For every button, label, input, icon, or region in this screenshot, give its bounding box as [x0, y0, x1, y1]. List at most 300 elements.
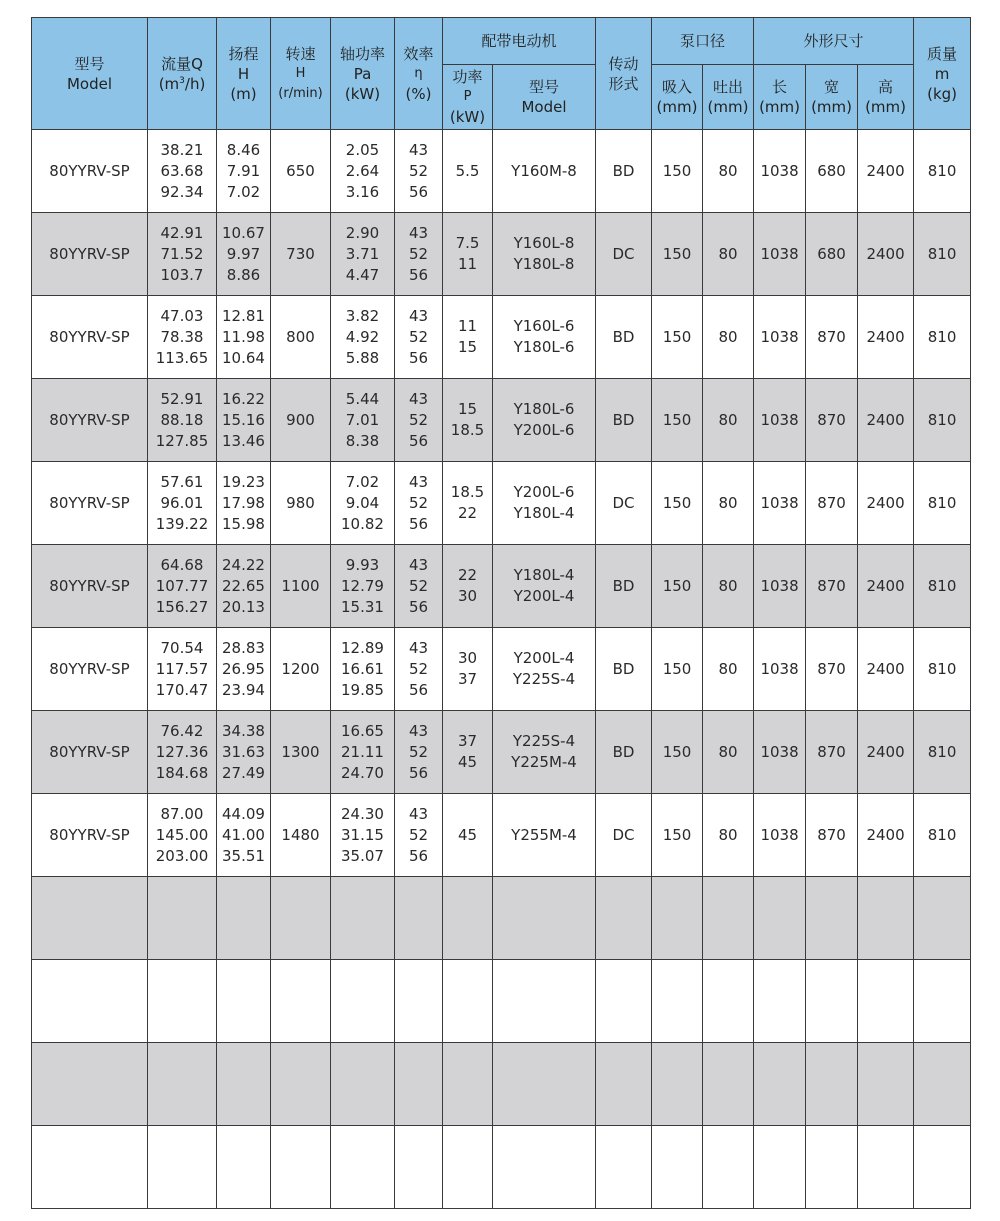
cell-flow-line: 47.03 — [160, 306, 204, 325]
cell-motor-model — [493, 545, 596, 628]
cell-length: 1038 — [754, 794, 806, 877]
empty-cell — [754, 1043, 806, 1126]
cell-width: 680 — [806, 130, 858, 213]
cell-model: 80YYRV-SP — [32, 130, 148, 213]
empty-cell — [217, 1126, 271, 1209]
cell-motor-model-line: Y180L-4 — [513, 566, 575, 584]
cell-motor-model-line: Y200L-4 — [513, 649, 575, 667]
cell-efficiency-line: 56 — [408, 680, 429, 699]
empty-cell — [271, 877, 331, 960]
cell-width: 870 — [806, 296, 858, 379]
empty-cell — [914, 1126, 971, 1209]
cell-motor-model-line: Y180L-6 — [513, 400, 575, 418]
empty-cell — [806, 1043, 858, 1126]
cell-motor-power — [443, 628, 493, 711]
empty-cell — [217, 877, 271, 960]
cell-head-line: 24.22 — [222, 555, 265, 574]
empty-cell — [652, 960, 703, 1043]
cell-height: 2400 — [858, 545, 914, 628]
cell-efficiency-line: 56 — [408, 597, 429, 616]
cell-shaft-power — [331, 379, 395, 462]
table-row — [32, 130, 971, 213]
cell-shaft-power-line: 5.44 — [345, 389, 380, 408]
header-mass: 质量 m (kg) — [914, 18, 971, 130]
cell-head — [217, 213, 271, 296]
cell-shaft-power — [331, 130, 395, 213]
cell-motor-model — [493, 130, 596, 213]
cell-motor-model-line: Y160L-6 — [513, 317, 575, 335]
cell-flow — [148, 545, 217, 628]
cell-motor-power-line: 18.5 — [450, 483, 485, 501]
empty-cell — [858, 960, 914, 1043]
cell-motor-power-line: 11 — [457, 255, 478, 273]
cell-shaft-power — [331, 711, 395, 794]
cell-drive: BD — [596, 545, 652, 628]
cell-shaft-power-line: 5.88 — [345, 348, 380, 367]
cell-flow-line: 63.68 — [160, 161, 204, 180]
cell-flow-line: 78.38 — [160, 327, 204, 346]
empty-cell — [914, 877, 971, 960]
cell-flow-line: 203.00 — [155, 846, 209, 865]
cell-width: 870 — [806, 462, 858, 545]
cell-efficiency — [395, 130, 443, 213]
empty-cell — [493, 960, 596, 1043]
empty-cell — [754, 877, 806, 960]
empty-cell — [395, 877, 443, 960]
cell-head — [217, 545, 271, 628]
cell-flow-line: 87.00 — [160, 804, 204, 823]
cell-efficiency-line: 52 — [408, 493, 429, 512]
cell-head-line: 8.46 — [226, 140, 261, 159]
cell-motor-power — [443, 711, 493, 794]
cell-shaft-power — [331, 462, 395, 545]
empty-row — [32, 960, 971, 1043]
header-motor-model: 型号 Model — [493, 65, 596, 130]
empty-cell — [914, 1043, 971, 1126]
cell-efficiency-line: 56 — [408, 431, 429, 450]
cell-width: 870 — [806, 794, 858, 877]
cell-flow-line: 64.68 — [160, 555, 204, 574]
cell-motor-model-line: Y180L-6 — [513, 338, 575, 356]
cell-drive: BD — [596, 130, 652, 213]
empty-cell — [493, 877, 596, 960]
empty-cell — [217, 960, 271, 1043]
cell-drive: BD — [596, 628, 652, 711]
cell-shaft-power-line: 7.01 — [345, 410, 380, 429]
cell-motor-model-line: Y180L-4 — [513, 504, 575, 522]
cell-shaft-power-line: 24.30 — [341, 804, 384, 823]
header-height: 高 (mm) — [858, 65, 914, 130]
cell-shaft-power-line: 35.07 — [341, 846, 384, 865]
cell-flow-line: 184.68 — [155, 763, 209, 782]
cell-motor-power-line: 30 — [457, 587, 478, 605]
cell-shaft-power-line: 31.15 — [341, 825, 384, 844]
cell-flow-line: 42.91 — [160, 223, 204, 242]
header-outlet: 吐出 (mm) — [703, 65, 754, 130]
empty-cell — [858, 1126, 914, 1209]
cell-efficiency-line: 52 — [408, 742, 429, 761]
header-flow: 流量Q $(m^3/h)$ — [148, 18, 217, 130]
cell-efficiency-line: 52 — [408, 244, 429, 263]
cell-motor-power-line: 15 — [457, 338, 478, 356]
cell-length: 1038 — [754, 296, 806, 379]
header-speed: 转速 H (r/min) — [271, 18, 331, 130]
cell-height: 2400 — [858, 628, 914, 711]
cell-efficiency-line: 52 — [408, 659, 429, 678]
cell-mass: 810 — [914, 379, 971, 462]
cell-drive: BD — [596, 711, 652, 794]
empty-cell — [443, 877, 493, 960]
cell-efficiency-line: 52 — [408, 825, 429, 844]
cell-efficiency-line: 52 — [408, 576, 429, 595]
cell-shaft-power-line: 4.92 — [345, 327, 380, 346]
cell-efficiency — [395, 213, 443, 296]
cell-efficiency-line: 52 — [408, 327, 429, 346]
cell-head-line: 17.98 — [222, 493, 265, 512]
cell-flow-line: 127.85 — [155, 431, 209, 450]
cell-drive: BD — [596, 296, 652, 379]
cell-head-line: 12.81 — [222, 306, 265, 325]
cell-drive: DC — [596, 213, 652, 296]
cell-height: 2400 — [858, 296, 914, 379]
cell-shaft-power-line: 24.70 — [341, 763, 384, 782]
cell-mass: 810 — [914, 794, 971, 877]
cell-head-line: 11.98 — [222, 327, 265, 346]
cell-head-line: 9.97 — [226, 244, 261, 263]
cell-drive: DC — [596, 462, 652, 545]
cell-mass: 810 — [914, 711, 971, 794]
cell-head-line: 27.49 — [222, 763, 265, 782]
cell-length: 1038 — [754, 711, 806, 794]
cell-height: 2400 — [858, 711, 914, 794]
empty-row — [32, 1126, 971, 1209]
cell-efficiency-line: 43 — [408, 140, 429, 159]
cell-width: 680 — [806, 213, 858, 296]
cell-head-line: 28.83 — [222, 638, 265, 657]
cell-shaft-power-line: 2.90 — [345, 223, 380, 242]
cell-shaft-power-line: 2.64 — [345, 161, 380, 180]
cell-shaft-power-line: 21.11 — [341, 742, 384, 761]
cell-shaft-power-line: 3.82 — [345, 306, 380, 325]
table-row — [32, 379, 971, 462]
table-row — [32, 794, 971, 877]
cell-head-line: 34.38 — [222, 721, 265, 740]
cell-motor-power-line: 30 — [457, 649, 478, 667]
cell-speed: 1480 — [271, 794, 331, 877]
cell-inlet: 150 — [652, 379, 703, 462]
cell-motor-power-line: 22 — [457, 566, 478, 584]
cell-motor-model — [493, 794, 596, 877]
table-row — [32, 711, 971, 794]
cell-length: 1038 — [754, 379, 806, 462]
cell-flow — [148, 711, 217, 794]
empty-cell — [493, 1043, 596, 1126]
cell-flow-line: 117.57 — [155, 659, 209, 678]
empty-cell — [754, 960, 806, 1043]
cell-motor-model-line: Y225S-4 — [512, 670, 576, 688]
empty-cell — [32, 1043, 148, 1126]
cell-head — [217, 379, 271, 462]
cell-speed: 1300 — [271, 711, 331, 794]
cell-length: 1038 — [754, 545, 806, 628]
cell-shaft-power-line: 12.79 — [341, 576, 384, 595]
cell-motor-model-line: Y225M-4 — [511, 753, 577, 771]
cell-head — [217, 462, 271, 545]
cell-speed: 730 — [271, 213, 331, 296]
cell-efficiency-line: 43 — [408, 306, 429, 325]
header-dims: 外形尺寸 — [754, 18, 914, 65]
cell-inlet: 150 — [652, 545, 703, 628]
cell-speed: 1100 — [271, 545, 331, 628]
cell-length: 1038 — [754, 462, 806, 545]
empty-cell — [148, 960, 217, 1043]
table-row — [32, 462, 971, 545]
cell-inlet: 150 — [652, 296, 703, 379]
cell-outlet: 80 — [703, 545, 754, 628]
cell-efficiency — [395, 462, 443, 545]
cell-efficiency-line: 56 — [408, 348, 429, 367]
cell-inlet: 150 — [652, 462, 703, 545]
cell-efficiency — [395, 628, 443, 711]
cell-head-line: 13.46 — [222, 431, 265, 450]
empty-cell — [914, 960, 971, 1043]
cell-height: 2400 — [858, 130, 914, 213]
cell-motor-power-line: 7.5 — [455, 234, 480, 252]
cell-drive: DC — [596, 794, 652, 877]
cell-speed: 800 — [271, 296, 331, 379]
cell-flow-line: 139.22 — [155, 514, 209, 533]
cell-efficiency-line: 56 — [408, 514, 429, 533]
cell-inlet: 150 — [652, 213, 703, 296]
cell-flow-line: 127.36 — [155, 742, 209, 761]
cell-outlet: 80 — [703, 296, 754, 379]
cell-head-line: 44.09 — [222, 804, 265, 823]
cell-efficiency-line: 56 — [408, 763, 429, 782]
cell-motor-model-line: Y200L-4 — [513, 587, 575, 605]
cell-flow-line: 156.27 — [155, 597, 209, 616]
cell-motor-power — [443, 296, 493, 379]
cell-efficiency-line: 43 — [408, 638, 429, 657]
cell-shaft-power — [331, 296, 395, 379]
cell-outlet: 80 — [703, 628, 754, 711]
cell-shaft-power-line: 10.82 — [341, 514, 384, 533]
empty-cell — [443, 1043, 493, 1126]
cell-motor-model — [493, 296, 596, 379]
cell-outlet: 80 — [703, 379, 754, 462]
cell-flow-line: 38.21 — [160, 140, 204, 159]
cell-speed: 1200 — [271, 628, 331, 711]
cell-shaft-power — [331, 628, 395, 711]
cell-shaft-power-line: 16.61 — [341, 659, 384, 678]
table-row — [32, 213, 971, 296]
cell-inlet: 150 — [652, 130, 703, 213]
cell-efficiency-line: 52 — [408, 161, 429, 180]
cell-head-line: 15.16 — [222, 410, 265, 429]
cell-head — [217, 130, 271, 213]
cell-head-line: 16.22 — [222, 389, 265, 408]
cell-motor-power-line: 45 — [457, 825, 478, 844]
table-body — [32, 130, 971, 1209]
cell-flow-line: 113.65 — [155, 348, 209, 367]
empty-cell — [806, 877, 858, 960]
cell-flow — [148, 794, 217, 877]
cell-motor-power — [443, 462, 493, 545]
empty-cell — [652, 1126, 703, 1209]
cell-model: 80YYRV-SP — [32, 711, 148, 794]
cell-shaft-power-line: 2.05 — [345, 140, 380, 159]
cell-width: 870 — [806, 711, 858, 794]
cell-head-line: 41.00 — [222, 825, 265, 844]
cell-motor-power-line: 37 — [457, 670, 478, 688]
cell-head — [217, 628, 271, 711]
cell-model: 80YYRV-SP — [32, 296, 148, 379]
cell-head — [217, 794, 271, 877]
cell-head-line: 35.51 — [222, 846, 265, 865]
cell-motor-model — [493, 462, 596, 545]
cell-model: 80YYRV-SP — [32, 545, 148, 628]
header-head: 扬程 H (m) — [217, 18, 271, 130]
cell-shaft-power-line: 16.65 — [341, 721, 384, 740]
empty-cell — [395, 1043, 443, 1126]
cell-motor-power — [443, 794, 493, 877]
empty-cell — [652, 877, 703, 960]
empty-cell — [271, 1126, 331, 1209]
cell-flow-line: 103.7 — [160, 265, 204, 284]
cell-head-line: 7.02 — [226, 182, 261, 201]
cell-flow — [148, 296, 217, 379]
cell-model: 80YYRV-SP — [32, 794, 148, 877]
empty-cell — [703, 1126, 754, 1209]
pump-spec-table — [31, 17, 971, 1209]
empty-cell — [217, 1043, 271, 1126]
cell-inlet: 150 — [652, 711, 703, 794]
cell-flow — [148, 462, 217, 545]
cell-flow — [148, 130, 217, 213]
table-row — [32, 545, 971, 628]
table-row — [32, 296, 971, 379]
empty-cell — [806, 960, 858, 1043]
cell-flow-line: 88.18 — [160, 410, 204, 429]
empty-cell — [493, 1126, 596, 1209]
empty-cell — [806, 1126, 858, 1209]
empty-cell — [703, 877, 754, 960]
header-motor-power: 功率 P (kW) — [443, 65, 493, 130]
cell-motor-model — [493, 711, 596, 794]
cell-shaft-power-line: 3.16 — [345, 182, 380, 201]
cell-outlet: 80 — [703, 213, 754, 296]
cell-motor-power-line: 11 — [457, 317, 478, 335]
cell-mass: 810 — [914, 130, 971, 213]
empty-cell — [331, 877, 395, 960]
empty-cell — [148, 1126, 217, 1209]
table-row — [32, 628, 971, 711]
cell-head-line: 19.23 — [222, 472, 265, 491]
empty-row — [32, 877, 971, 960]
empty-cell — [271, 1043, 331, 1126]
cell-motor-model — [493, 628, 596, 711]
empty-cell — [858, 1043, 914, 1126]
empty-cell — [32, 960, 148, 1043]
cell-shaft-power-line: 7.02 — [345, 472, 380, 491]
cell-speed: 980 — [271, 462, 331, 545]
empty-cell — [443, 1126, 493, 1209]
cell-head — [217, 711, 271, 794]
header-drive: 传动 形式 — [596, 18, 652, 130]
cell-flow-line: 70.54 — [160, 638, 204, 657]
cell-shaft-power-line: 9.93 — [345, 555, 380, 574]
cell-length: 1038 — [754, 628, 806, 711]
empty-cell — [148, 1043, 217, 1126]
header-efficiency: 效率 η (%) — [395, 18, 443, 130]
cell-shaft-power-line: 9.04 — [345, 493, 380, 512]
cell-efficiency-line: 43 — [408, 804, 429, 823]
header-motor: 配带电动机 — [443, 18, 596, 65]
cell-head-line: 31.63 — [222, 742, 265, 761]
header-shaft-power: 轴功率 Pa (kW) — [331, 18, 395, 130]
cell-head-line: 10.64 — [222, 348, 265, 367]
cell-width: 870 — [806, 545, 858, 628]
cell-efficiency — [395, 296, 443, 379]
cell-inlet: 150 — [652, 628, 703, 711]
cell-flow-line: 52.91 — [160, 389, 204, 408]
cell-head-line: 23.94 — [222, 680, 265, 699]
cell-flow-line: 76.42 — [160, 721, 204, 740]
cell-motor-power — [443, 379, 493, 462]
cell-flow-line: 71.52 — [160, 244, 204, 263]
empty-cell — [271, 960, 331, 1043]
cell-shaft-power-line: 19.85 — [341, 680, 384, 699]
cell-outlet: 80 — [703, 711, 754, 794]
cell-motor-model-line: Y200L-6 — [513, 483, 575, 501]
cell-motor-power — [443, 213, 493, 296]
cell-efficiency-line: 43 — [408, 472, 429, 491]
cell-head-line: 8.86 — [226, 265, 261, 284]
cell-length: 1038 — [754, 130, 806, 213]
cell-motor-power-line: 37 — [457, 732, 478, 750]
cell-motor-power-line: 45 — [457, 753, 478, 771]
empty-cell — [148, 877, 217, 960]
cell-efficiency-line: 56 — [408, 182, 429, 201]
cell-model: 80YYRV-SP — [32, 462, 148, 545]
cell-width: 870 — [806, 379, 858, 462]
header-port: 泵口径 — [652, 18, 754, 65]
cell-speed: 650 — [271, 130, 331, 213]
cell-motor-model-line: Y255M-4 — [511, 825, 577, 844]
cell-efficiency-line: 52 — [408, 410, 429, 429]
cell-motor-power-line: 15 — [457, 400, 478, 418]
cell-efficiency-line: 43 — [408, 721, 429, 740]
empty-cell — [32, 877, 148, 960]
header-model: 型号 Model — [32, 18, 148, 130]
cell-shaft-power-line: 15.31 — [341, 597, 384, 616]
cell-flow — [148, 379, 217, 462]
cell-efficiency-line: 56 — [408, 265, 429, 284]
cell-motor-power-line: 18.5 — [450, 421, 485, 439]
cell-motor-model — [493, 213, 596, 296]
empty-row — [32, 1043, 971, 1126]
empty-cell — [331, 960, 395, 1043]
empty-cell — [703, 1043, 754, 1126]
empty-cell — [596, 1043, 652, 1126]
cell-flow-line: 57.61 — [160, 472, 204, 491]
cell-flow-line: 96.01 — [160, 493, 204, 512]
cell-efficiency — [395, 711, 443, 794]
table-header — [32, 18, 971, 130]
cell-motor-power — [443, 545, 493, 628]
cell-head-line: 10.67 — [222, 223, 265, 242]
cell-motor-model-line: Y160L-8 — [513, 234, 575, 252]
cell-efficiency-line: 43 — [408, 389, 429, 408]
